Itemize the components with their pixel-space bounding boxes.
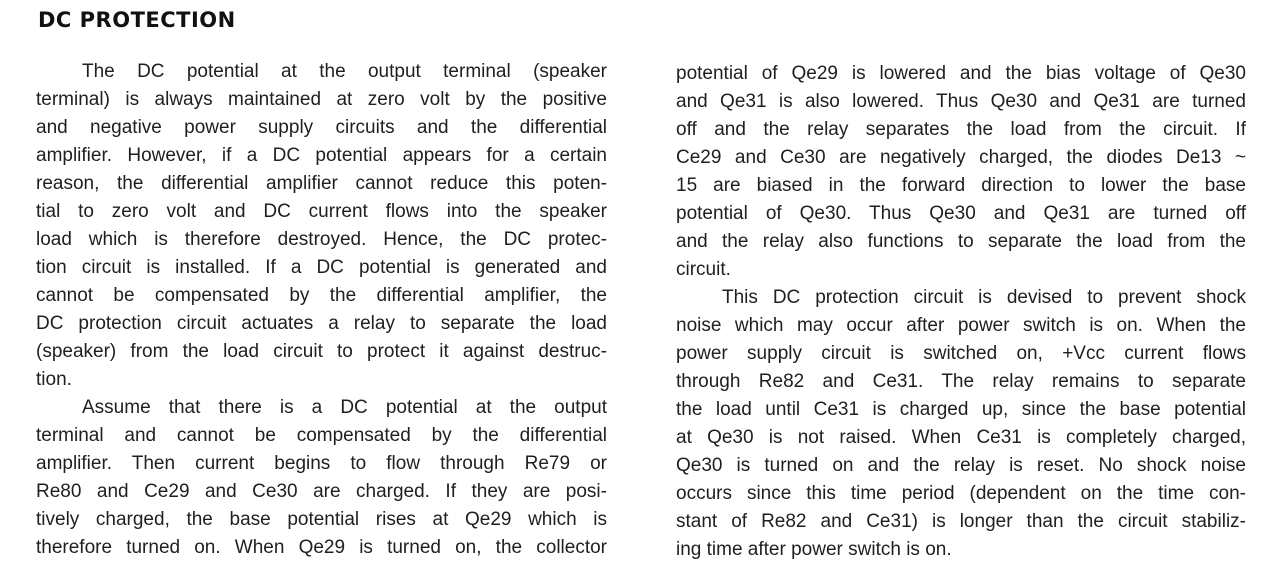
paragraph-line: potential of Qe29 is lowered and the bias voltage of Qe30 (676, 63, 1246, 84)
paragraph-line: the load until Ce31 is charged up, since the base potential (676, 399, 1246, 420)
paragraph-line: at Qe30 is not raised. When Ce31 is completely charged, (676, 427, 1246, 448)
section-heading: DC PROTECTION (38, 8, 236, 32)
paragraph-line: and negative power supply circuits and the differential (36, 117, 607, 138)
paragraph-line: tial to zero volt and DC current flows into the speaker (36, 201, 607, 222)
paragraph-line: noise which may occur after power switch is on. When the (676, 315, 1246, 336)
paragraph-line: circuit. (676, 259, 731, 280)
paragraph-line: amplifier. However, if a DC potential appears for a certain (36, 145, 607, 166)
paragraph-line: potential of Qe30. Thus Qe30 and Qe31 are turned off (676, 203, 1246, 224)
paragraph-line: amplifier. Then current begins to flow through Re79 or (36, 453, 607, 474)
paragraph-line: occurs since this time period (dependent on the time con- (676, 483, 1246, 504)
paragraph-line: reason, the differential amplifier cannot reduce this poten- (36, 173, 607, 194)
paragraph-line: terminal and cannot be compensated by the differential (36, 425, 607, 446)
paragraph-line: Re80 and Ce29 and Ce30 are charged. If they are posi- (36, 481, 607, 502)
paragraph-line: and the relay also functions to separate the load from the (676, 231, 1246, 252)
paragraph-line: Qe30 is turned on and the relay is reset. No shock noise (676, 455, 1246, 476)
right-text-column (676, 60, 1246, 564)
paragraph-line: The DC potential at the output terminal (speaker (82, 61, 607, 82)
paragraph-line: tively charged, the base potential rises at Qe29 which is (36, 509, 607, 530)
paragraph-line: tion circuit is installed. If a DC potential is generated and (36, 257, 607, 278)
paragraph-line: terminal) is always maintained at zero volt by the positive (36, 89, 607, 110)
paragraph-line: Assume that there is a DC potential at the output (82, 397, 607, 418)
paragraph-line: and Qe31 is also lowered. Thus Qe30 and Qe31 are turned (676, 91, 1246, 112)
paragraph-line: Ce29 and Ce30 are negatively charged, the diodes De13 ~ (676, 147, 1246, 168)
paragraph-line: 15 are biased in the forward direction to lower the base (676, 175, 1246, 196)
paragraph-line: cannot be compensated by the differential amplifier, the (36, 285, 607, 306)
paragraph-line: This DC protection circuit is devised to prevent shock (722, 287, 1246, 308)
paragraph-line: tion. (36, 369, 72, 390)
paragraph-line: through Re82 and Ce31. The relay remains to separate (676, 371, 1246, 392)
paragraph-line: ing time after power switch is on. (676, 539, 952, 560)
left-text-column (36, 58, 607, 562)
paragraph-line: off and the relay separates the load from the circuit. If (676, 119, 1246, 140)
paragraph-line: load which is therefore destroyed. Hence, the DC protec- (36, 229, 607, 250)
paragraph-line: (speaker) from the load circuit to protect it against destruc- (36, 341, 607, 362)
paragraph-line: DC protection circuit actuates a relay to separate the load (36, 313, 607, 334)
paragraph-line: stant of Re82 and Ce31) is longer than the circuit stabiliz- (676, 511, 1246, 532)
paragraph-line: power supply circuit is switched on, +Vcc current flows (676, 343, 1246, 364)
paragraph-line: therefore turned on. When Qe29 is turned on, the collector (36, 537, 607, 558)
